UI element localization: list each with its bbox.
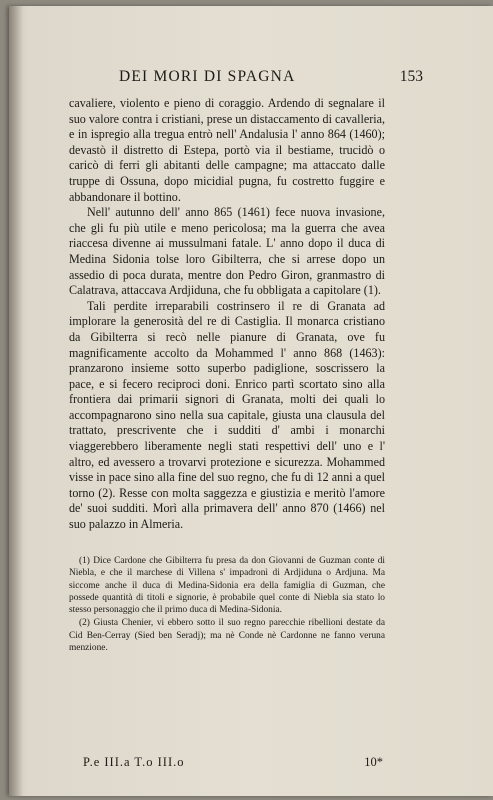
footnote: (2) Giusta Chenier, vi ebbero sotto il suo regno parecchie ribellioni destate da Cid Ben-Cerray (Sied ben Seradj); ma nè Conde nè Cardonne ne fanno veruna menzione.	[69, 618, 385, 654]
page-gutter-shadow	[9, 6, 23, 796]
page-header	[119, 68, 423, 88]
signature-mark: P.e III.a T.o III.o	[83, 755, 185, 769]
gathering-mark: 10*	[364, 755, 383, 769]
body-paragraph: Tali perdite irreparabili costrinsero il re di Granata ad implorare la generosità del re di Castiglia. Il monarca cristiano da Gibilterra si recò nelle pianure di Granata, ove fu magnificamente accolto da Mohammed l' anno 868 (1463): pranzarono insieme sotto superbo padiglione, soscrissero la pace, e si fecero reciproci doni. Enrico partì scortato sino alla frontiera dai primarii signori di Granata, molti dei quali lo accompagnarono sino nella sua capitale, giusta una clausula del trattato, prescrivente che i sudditi d' ambi i monarchi viaggerebbero liberamente negli stati respettivi dell' uno e l' altro, ed avessero a trovarvi protezione e sicurezza. Mohammed visse in pace sino alla fine del suo regno, che fu di 12 anni a quel torno (2). Resse con molta saggezza e giustizia e meritò l'amore de' suoi sudditi. Morì alla primavera dell' anno 870 (1466) nel suo palazzo in Almeria.	[69, 298, 385, 532]
page-number: 153	[399, 68, 423, 85]
body-paragraph: Nell' autunno dell' anno 865 (1461) fece nuova invasione, che gli fu più utile e meno pericolosa; ma la guerra che avea riaccesa divenne ai mussulmani fatale. L' anno dopo il duca di Medina Sidonia tolse loro Gibilterra, che si arrese dopo un assedio di poca durata, mentre don Pedro Giron, granmastro di Calatrava, attaccava Ardjiduna, che fu obbligata a capitolare (1).	[69, 205, 385, 298]
footnotes	[69, 555, 385, 655]
body-text	[69, 96, 385, 533]
running-head: DEI MORI DI SPAGNA	[119, 68, 296, 85]
body-paragraph: cavaliere, violento e pieno di coraggio. Ardendo di segnalare il suo valore contra i cristiani, prese un distaccamento di cavalleria, e in ispregio alla tregua entrò nell' Andalusia l' anno 864 (1460); devastò il distretto di Estepa, portò via il bestiame, trucidò o caricò di ferri gli abitanti delle campagne; ma attaccato dalle truppe di Ossuna, dopo micidial pugna, fu costretto fuggire e abbandonare il bottino.	[69, 96, 385, 204]
book-page	[9, 6, 493, 796]
footnote: (1) Dice Cardone che Gibilterra fu presa da don Giovanni de Guzman conte di Niebla, e che il marchese di Villena s' impadronì di Ardjiduna o Ardjuna. Ma siccome anche il duca di Medina-Sidonia era della famiglia di Guzman, che possede quantità di titoli e signorie, è probabile quel conte di Niebla sia stato lo stesso personaggio che il primo duca di Medina-Sidonia.	[69, 556, 385, 616]
page-footer	[83, 755, 383, 771]
